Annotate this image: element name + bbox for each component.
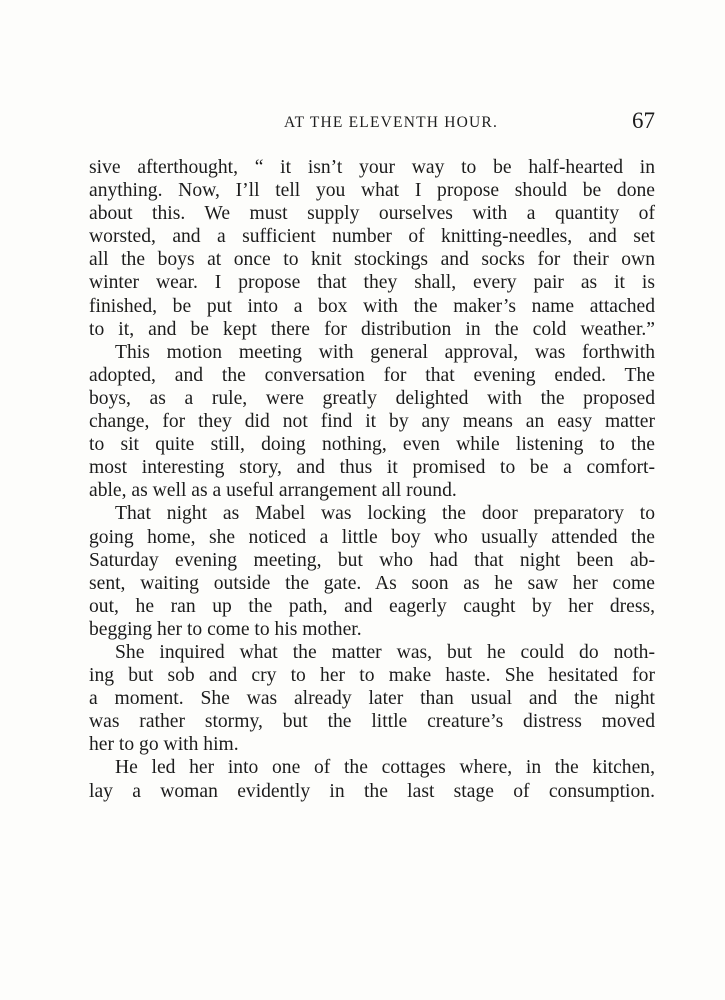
text-line: to sit quite still, doing nothing, even while listening to the	[89, 434, 655, 456]
text-line: change, for they did not find it by any means an easy matter	[89, 411, 655, 433]
text-line: finished, be put into a box with the maker’s name attached	[89, 295, 655, 317]
text-line: most interesting story, and thus it promised to be a comfort-	[89, 457, 655, 479]
text-line: a moment. She was already later than usual and the night	[89, 688, 655, 710]
text-line: boys, as a rule, were greatly delighted with the proposed	[89, 387, 655, 409]
text-line: all the boys at once to knit stockings and socks for their own	[89, 249, 655, 271]
text-line: lay a woman evidently in the last stage of consumption.	[89, 780, 655, 802]
text-line: out, he ran up the path, and eagerly caught by her dress,	[89, 595, 655, 617]
text-line: anything. Now, I’ll tell you what I propose should be done	[89, 180, 655, 202]
text-line: able, as well as a useful arrangement all round.	[89, 480, 457, 502]
text-line: her to go with him.	[89, 734, 239, 756]
text-line: was rather stormy, but the little creature’s distress moved	[89, 711, 655, 733]
text-line: about this. We must supply ourselves with a quantity of	[89, 203, 655, 225]
text-line: That night as Mabel was locking the door preparatory to	[115, 503, 655, 525]
text-line: This motion meeting with general approval, was forthwith	[115, 341, 655, 363]
text-line: worsted, and a sufficient number of knitting-needles, and set	[89, 226, 655, 248]
running-title: AT THE ELEVENTH HOUR.	[283, 114, 499, 131]
body-text	[89, 156, 655, 803]
text-line: Saturday evening meeting, but who had that night been ab-	[89, 549, 655, 571]
text-line: going home, she noticed a little boy who usually attended the	[89, 526, 655, 548]
text-line: begging her to come to his mother.	[89, 618, 362, 640]
running-head	[89, 108, 655, 138]
text-line: sent, waiting outside the gate. As soon as he saw her come	[89, 572, 655, 594]
page-number: 67	[632, 108, 655, 133]
text-line: ing but sob and cry to her to make haste. She hesitated for	[89, 665, 655, 687]
text-line: winter wear. I propose that they shall, every pair as it is	[89, 272, 655, 294]
text-line: to it, and be kept there for distribution in the cold weather.”	[89, 318, 655, 340]
text-line: He led her into one of the cottages where, in the kitchen,	[115, 757, 655, 779]
text-line: adopted, and the conversation for that evening ended. The	[89, 364, 655, 386]
text-line: sive afterthought, “ it isn’t your way to be half-hearted in	[89, 157, 655, 178]
text-line: She inquired what the matter was, but he could do noth-	[115, 641, 655, 663]
